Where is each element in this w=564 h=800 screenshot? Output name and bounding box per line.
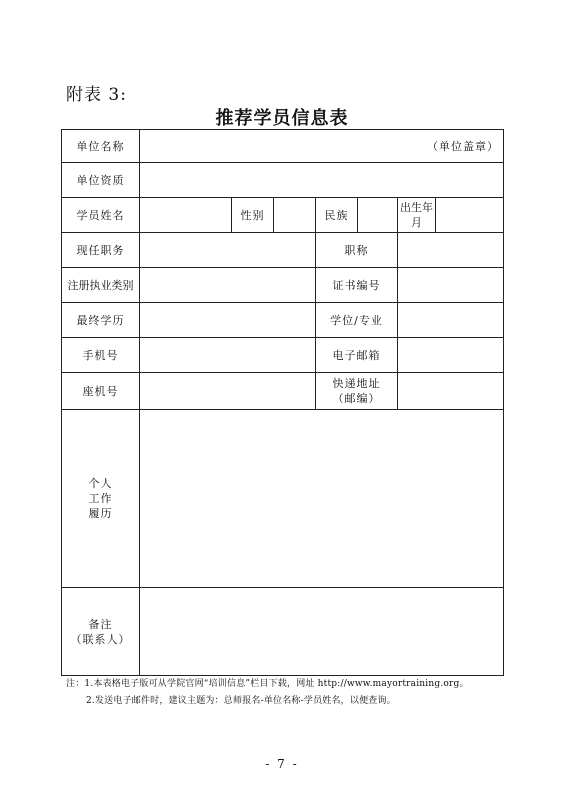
student-info-table [61, 129, 504, 676]
mobile-label: 手机号 [62, 338, 140, 373]
unit-qualification-label: 单位资质 [62, 163, 140, 198]
note-2: 2.发送电子邮件时，建议主题为：总师报名-单位名称-学员姓名，以便查询。 [86, 696, 396, 706]
resume-label-line1: 个人 [88, 477, 113, 490]
education-field[interactable] [140, 303, 316, 338]
ethnicity-label: 民族 [316, 198, 358, 233]
remarks-field[interactable] [140, 588, 504, 676]
unit-name-label: 单位名称 [62, 130, 140, 163]
mobile-field[interactable] [140, 338, 316, 373]
email-label: 电子邮箱 [316, 338, 398, 373]
express-address-label: 快递地址 [332, 377, 381, 390]
degree-major-label: 学位/专业 [316, 303, 398, 338]
resume-field[interactable] [140, 410, 504, 588]
express-address-label-cell [316, 373, 398, 410]
student-name-label: 学员姓名 [62, 198, 140, 233]
registration-category-field[interactable] [140, 268, 316, 303]
unit-name-field[interactable] [140, 130, 504, 163]
unit-qualification-field[interactable] [140, 163, 504, 198]
postcode-label: （邮编） [332, 392, 381, 405]
gender-field[interactable] [274, 198, 316, 233]
resume-label-line2: 工作 [88, 492, 113, 505]
remarks-label-cell [62, 588, 140, 676]
unit-seal-label: （单位盖章） [427, 139, 499, 153]
student-name-field[interactable] [140, 198, 232, 233]
title-label: 职称 [316, 233, 398, 268]
note-1: 注：1.本表格电子版可从学院官网“培训信息”栏目下载，网址 http://www.mayortraining.org。 [66, 679, 469, 689]
landline-label: 座机号 [62, 373, 140, 410]
appendix-label: 附表 3: [66, 85, 127, 105]
footnotes [66, 676, 469, 710]
contact-label: （联系人） [70, 632, 131, 646]
email-field[interactable] [398, 338, 504, 373]
degree-major-field[interactable] [398, 303, 504, 338]
page-number: - 7 - [265, 757, 299, 771]
landline-field[interactable] [140, 373, 316, 410]
title-field[interactable] [398, 233, 504, 268]
birth-label: 出生年月 [398, 198, 436, 233]
gender-label: 性别 [232, 198, 274, 233]
resume-label-line3: 履历 [88, 507, 113, 520]
certificate-number-label: 证书编号 [316, 268, 398, 303]
form-title: 推荐学员信息表 [215, 108, 349, 129]
current-position-field[interactable] [140, 233, 316, 268]
remarks-label: 备注 [88, 617, 113, 631]
certificate-number-field[interactable] [398, 268, 504, 303]
express-address-field[interactable] [398, 373, 504, 410]
birth-field[interactable] [436, 198, 504, 233]
ethnicity-field[interactable] [358, 198, 398, 233]
resume-label-cell [62, 410, 140, 588]
current-position-label: 现任职务 [62, 233, 140, 268]
education-label: 最终学历 [62, 303, 140, 338]
registration-category-label: 注册执业类别 [62, 268, 140, 303]
